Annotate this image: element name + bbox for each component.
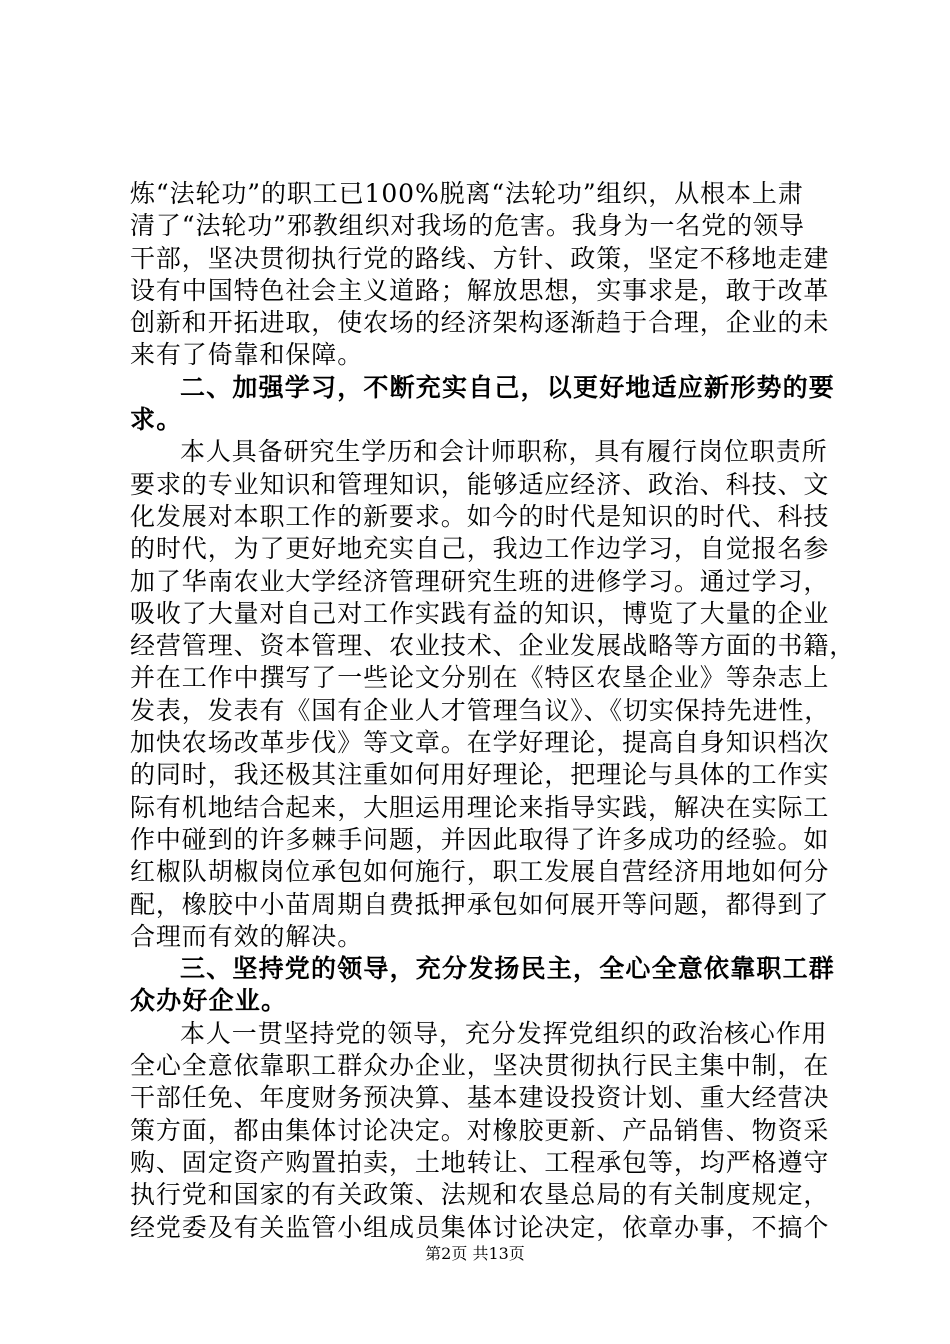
body-line: 加了华南农业大学经济管理研究生班的进修学习。通过学习， bbox=[130, 566, 830, 596]
page-number-footer: 第2页 共13页 bbox=[425, 1244, 525, 1263]
body-line: 吸收了大量对自己对工作实践有益的知识，博览了大量的企业 bbox=[130, 598, 830, 628]
body-line: 际有机地结合起来，大胆运用理论来指导实践，解决在实际工 bbox=[130, 792, 830, 822]
section-heading-2-continued: 求。 bbox=[130, 405, 183, 435]
body-line: 干部任免、年度财务预决算、基本建设投资计划、重大经营决 bbox=[130, 1083, 830, 1113]
body-line: 策方面，都由集体讨论决定。对橡胶更新、产品销售、物资采 bbox=[130, 1115, 830, 1145]
body-line: 清了“法轮功”邪教组织对我场的危害。我身为一名党的领导 bbox=[130, 211, 805, 241]
body-line: 炼“法轮功”的职工已100%脱离“法轮功”组织，从根本上肃 bbox=[130, 179, 804, 208]
body-line: 经营管理、资本管理、农业技术、企业发展战略等方面的书籍， bbox=[130, 631, 856, 661]
body-line: 作中碰到的许多棘手问题，并因此取得了许多成功的经验。如 bbox=[130, 824, 830, 854]
section-heading-3: 三、坚持党的领导，充分发扬民主，全心全意依靠职工群 bbox=[180, 954, 836, 984]
body-line: 购、固定资产购置拍卖，土地转让、工程承包等，均严格遵守 bbox=[130, 1147, 830, 1177]
body-line: 的同时，我还极其注重如何用好理论，把理论与具体的工作实 bbox=[130, 760, 830, 790]
paragraph-start: 本人具备研究生学历和会计师职称，具有履行岗位职责所 bbox=[180, 437, 828, 467]
document-body bbox=[130, 178, 856, 1244]
body-line: 配，橡胶中小苗周期自费抵押承包如何展开等问题，都得到了 bbox=[130, 889, 830, 919]
body-line: 加快农场改革步伐》等文章。在学好理论，提高自身知识档次 bbox=[130, 728, 830, 758]
section-heading-2: 二、加强学习，不断充实自己，以更好地适应新形势的要 bbox=[180, 372, 836, 402]
body-line: 设有中国特色社会主义道路；解放思想，实事求是，敢于改革 bbox=[130, 275, 830, 305]
section-heading-3-continued: 众办好企业。 bbox=[130, 986, 288, 1016]
body-line: 经党委及有关监管小组成员集体讨论决定，依章办事，不搞个 bbox=[130, 1212, 830, 1242]
body-line: 合理而有效的解决。 bbox=[130, 921, 364, 951]
body-line: 红椒队胡椒岗位承包如何施行，职工发展自营经济用地如何分 bbox=[130, 857, 830, 887]
body-line: 全心全意依靠职工群众办企业，坚决贯彻执行民主集中制，在 bbox=[130, 1051, 830, 1081]
body-line: 干部，坚决贯彻执行党的路线、方针、政策，坚定不移地走建 bbox=[130, 243, 830, 273]
body-line: 要求的专业知识和管理知识，能够适应经济、政治、科技、文 bbox=[130, 469, 830, 499]
body-line: 化发展对本职工作的新要求。如今的时代是知识的时代、科技 bbox=[130, 501, 830, 531]
body-line: 创新和开拓进取，使农场的经济架构逐渐趋于合理，企业的未 bbox=[130, 308, 830, 338]
body-line: 来有了倚靠和保障。 bbox=[130, 340, 364, 370]
paragraph-start: 本人一贯坚持党的领导，充分发挥党组织的政治核心作用 bbox=[180, 1018, 828, 1048]
body-line: 执行党和国家的有关政策、法规和农垦总局的有关制度规定， bbox=[130, 1180, 830, 1210]
body-line: 并在工作中撰写了一些论文分别在《特区农垦企业》等杂志上 bbox=[130, 663, 830, 693]
body-line: 发表，发表有《国有企业人才管理刍议》、《切实保持先进性， bbox=[130, 695, 831, 725]
body-line: 的时代，为了更好地充实自己，我边工作边学习，自觉报名参 bbox=[130, 534, 830, 564]
